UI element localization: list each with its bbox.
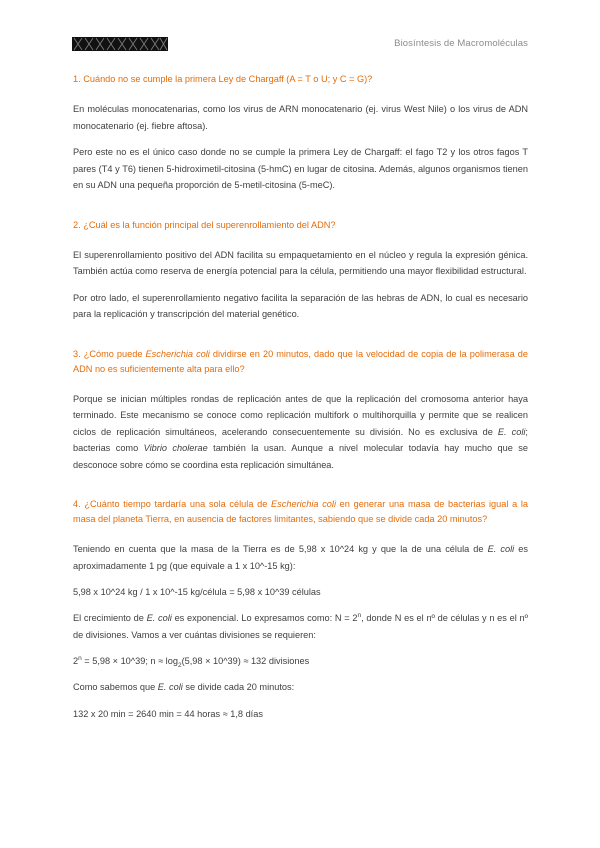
answer-3-paragraph-1: Porque se inician múltiples rondas de replicación antes de que la replicación del cromosoma anterior haya terminado. Este mecanismo se conoce como replicación multifork o multihorquilla y permite que se realicen ciclos de replicación simultáneos, acelerando consecuentemente su división. No es exclusiva de E. coli; bacterias como Vibrio cholerae también la usan. Aunque a nivel molecular todavía hay mucho que se desconoce sobre cómo se coordina esta replicación simultánea. xyxy=(73,393,528,470)
answer-4-paragraph-2: El crecimiento de E. coli es exponencial. Lo expresamos como: $N = 2^n$, donde N es el nº de células y n es el nº de divisiones. Vamos a ver cuántas divisiones se requieren: xyxy=(73,611,528,640)
answer-4-paragraph-3: Como sabemos que E. coli se divide cada 20 minutos: xyxy=(73,682,295,692)
answer-4-paragraph-1: Teniendo en cuenta que la masa de la Tierra es de 5,98 x 10^24 kg y que la de una célula de E. coli es aproximadamente 1 pg (que equivale a 1 x 10^-15 kg): xyxy=(73,544,528,571)
question-3: 3. ¿Cómo puede Escherichia coli dividirse en 20 minutos, dado que la velocidad de copia de la polimerasa de ADN no es suficientemente alta para ello? xyxy=(73,348,528,374)
question-2: 2. ¿Cuál es la función principal del superenrollamiento del ADN? xyxy=(73,219,336,230)
document-body xyxy=(73,72,528,732)
equation-cell-count: 5,98 x 10^24 kg / 1 x 10^-15 kg/célula = 5,98 x 10^39 células xyxy=(73,587,321,597)
running-header-title: Biosíntesis de Macromoléculas xyxy=(394,38,528,49)
answer-2-paragraph-2: Por otro lado, el superenrollamiento negativo facilita la separación de las hebras de ADN, lo cual es necesario para la replicación y transcripción del material genético. xyxy=(73,292,528,319)
answer-1-paragraph-2: Pero este no es el único caso donde no se cumple la primera Ley de Chargaff: el fago T2 y los otros fagos T pares (T4 y T6) tienen 5-hidroximetil-citosina (5-hmC) en lugar de citosina. Además, algunos organismos tienen en su ADN una pequeña proporción de 5-metil-citosina (5-meC). xyxy=(73,147,528,190)
redacted-logo xyxy=(72,37,168,51)
equation-time: 132 x 20 min = 2640 min = 44 horas ≈ 1,8 días xyxy=(73,708,263,719)
equation-divisions: $2^n = 5,98$ × 10^39; $n \approx \log_2(5,98$ × 10^39) ≈ 132 divisiones xyxy=(73,654,310,669)
answer-1-paragraph-1: En moléculas monocatenarias, como los virus de ARN monocatenario (ej. virus West Nile) o los virus de ADN monocatenario (ej. fiebre aftosa). xyxy=(73,104,528,131)
answer-2-paragraph-1: El superenrollamiento positivo del ADN facilita su empaquetamiento en el núcleo y regula la expresión génica. También actúa como reserva de energía potencial para la célula, permitiendo una mayor flexibilidad estructural. xyxy=(73,249,528,276)
question-1: 1. Cuándo no se cumple la primera Ley de Chargaff (A = T o U; y C = G)? xyxy=(73,74,373,84)
question-4: 4. ¿Cuánto tiempo tardaría una sola célula de Escherichia coli en generar una masa de bacterias igual a la masa del planeta Tierra, en ausencia de factores limitantes, sabiendo que se divide cada 20 minutos? xyxy=(73,499,529,524)
